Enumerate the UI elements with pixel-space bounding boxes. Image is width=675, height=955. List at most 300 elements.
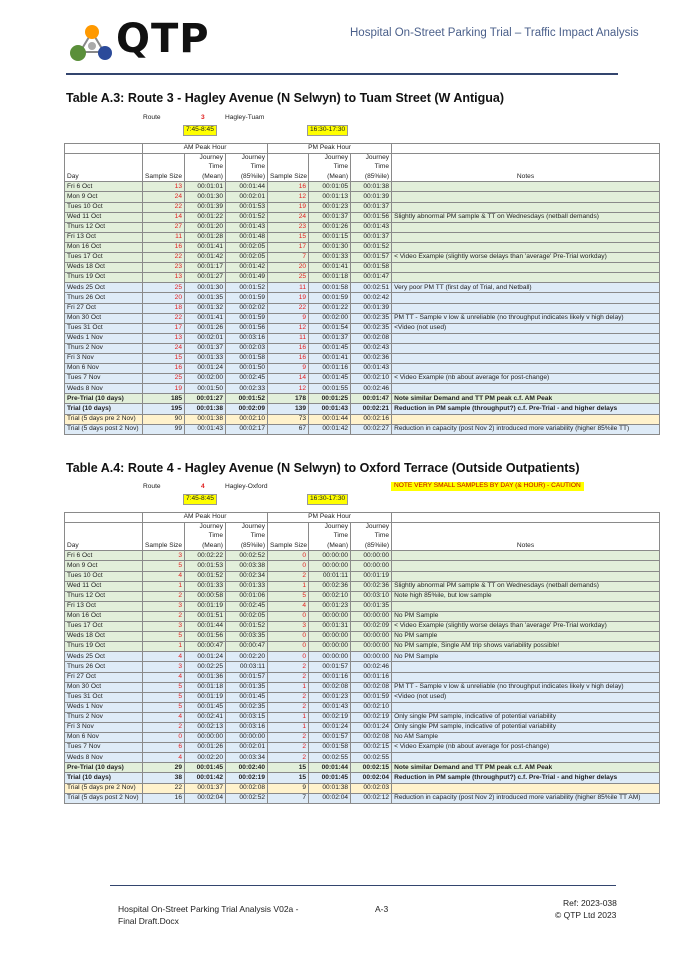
table-row [65, 773, 660, 783]
am-mean-cell: 00:02:25 [185, 662, 226, 672]
pm-mean-cell: 00:02:19 [309, 712, 351, 722]
am-sample-size-cell: 4 [143, 652, 185, 662]
pm-mean-cell: 00:01:44 [309, 763, 351, 773]
notes-cell: Reduction in capacity (post Nov 2) introduced more variability (higher 85%ile TT AM) [392, 793, 660, 803]
blank-cell [268, 523, 309, 533]
pm-85ile-cell: 00:01:58 [351, 263, 392, 273]
am-mean-cell: 00:01:41 [185, 313, 226, 323]
am-85ile-cell: 00:02:03 [226, 343, 268, 353]
am-85ile-cell: 00:02:20 [226, 652, 268, 662]
am-mean-cell: 00:01:19 [185, 692, 226, 702]
am-85ile-cell: 00:02:05 [226, 242, 268, 252]
pm-mean-cell: 00:01:18 [309, 273, 351, 283]
header-row [65, 523, 660, 533]
pm-mean-cell: 00:00:00 [309, 551, 351, 561]
notes-cell [392, 343, 660, 353]
table-row [65, 632, 660, 642]
pm-sample-size-cell: 2 [268, 743, 309, 753]
am-sample-size-cell: 25 [143, 283, 185, 293]
pm-85ile-cell: 00:02:19 [351, 712, 392, 722]
pm-mean-cell: 00:01:45 [309, 773, 351, 783]
am-85ile-cell: 00:01:45 [226, 692, 268, 702]
table-row [65, 793, 660, 803]
blank-cell [143, 163, 185, 172]
am-mean-cell: 00:01:50 [185, 384, 226, 394]
am-85ile-cell: 00:01:59 [226, 313, 268, 323]
notes-cell: Note similar Demand and TT PM peak c.f. AM Peak [392, 394, 660, 404]
am-85ile-cell: 00:01:48 [226, 232, 268, 242]
header-col-mean: (Mean) [309, 172, 351, 182]
pm-peak-header: PM Peak Hour [268, 144, 392, 154]
am-85ile-cell: 00:02:05 [226, 253, 268, 263]
pm-mean-cell: 00:01:45 [309, 374, 351, 384]
am-mean-cell: 00:01:42 [185, 773, 226, 783]
header-col-ss: Sample Size [143, 541, 185, 551]
table-row [65, 561, 660, 571]
caution-note: NOTE VERY SMALL SAMPLES BY DAY (& HOUR) - CAUTION [391, 482, 584, 491]
am-85ile-cell: 00:01:43 [226, 222, 268, 232]
pm-85ile-cell: 00:01:37 [351, 232, 392, 242]
day-cell: Fri 3 Nov [65, 722, 143, 732]
pm-mean-cell: 00:01:44 [309, 414, 351, 424]
table-row [65, 353, 660, 363]
pm-mean-cell: 00:00:00 [309, 611, 351, 621]
am-85ile-cell: 00:01:57 [226, 672, 268, 682]
am-85ile-cell: 00:01:59 [226, 293, 268, 303]
pm-sample-size-cell: 15 [268, 232, 309, 242]
day-cell: Pre-Trial (10 days) [65, 763, 143, 773]
blank-cell [65, 532, 143, 541]
pm-sample-size-cell: 67 [268, 424, 309, 434]
day-cell: Fri 27 Oct [65, 303, 143, 313]
am-85ile-cell: 00:01:52 [226, 283, 268, 293]
table-row [65, 571, 660, 581]
am-85ile-cell: 00:01:33 [226, 581, 268, 591]
pm-sample-size-cell: 1 [268, 581, 309, 591]
table-row [65, 733, 660, 743]
header-col-jt1: Journey [351, 523, 392, 533]
am-85ile-cell: 00:01:06 [226, 591, 268, 601]
route-label: Route [143, 483, 161, 490]
pm-mean-cell: 00:02:55 [309, 753, 351, 763]
pm-85ile-cell: 00:02:08 [351, 682, 392, 692]
pm-sample-size-cell: 11 [268, 333, 309, 343]
day-cell: Weds 18 Oct [65, 632, 143, 642]
day-cell: Thurs 26 Oct [65, 662, 143, 672]
header-col-ss: Sample Size [268, 172, 309, 182]
am-mean-cell: 00:02:01 [185, 333, 226, 343]
am-sample-size-cell: 2 [143, 722, 185, 732]
header-col-jt1: Journey [226, 154, 268, 164]
day-cell: Tues 31 Oct [65, 323, 143, 333]
pm-sample-size-cell: 0 [268, 551, 309, 561]
notes-cell [392, 273, 660, 283]
day-cell: Weds 8 Nov [65, 753, 143, 763]
blank-cell [143, 523, 185, 533]
am-85ile-cell: 00:01:53 [226, 202, 268, 212]
notes-cell: No AM Sample [392, 733, 660, 743]
am-mean-cell: 00:01:37 [185, 343, 226, 353]
pm-mean-cell: 00:01:43 [309, 404, 351, 414]
am-mean-cell: 00:00:58 [185, 591, 226, 601]
day-cell: Weds 1 Nov [65, 333, 143, 343]
am-sample-size-cell: 15 [143, 353, 185, 363]
am-85ile-cell: 00:01:52 [226, 212, 268, 222]
notes-cell [392, 571, 660, 581]
table-row [65, 753, 660, 763]
am-sample-size-cell: 0 [143, 733, 185, 743]
am-sample-size-cell: 4 [143, 712, 185, 722]
pm-mean-cell: 00:01:59 [309, 293, 351, 303]
header-row-peak [65, 144, 660, 154]
header-col-jt1: Journey [185, 523, 226, 533]
header-col-ss: Sample Size [143, 172, 185, 182]
header-col-jt1: Journey [309, 523, 351, 533]
notes-cell [392, 672, 660, 682]
table-row [65, 652, 660, 662]
route-name: Hagley-Oxford [225, 483, 268, 490]
am-sample-size-cell: 5 [143, 692, 185, 702]
pm-mean-cell: 00:02:08 [309, 682, 351, 692]
table-a3 [64, 143, 660, 435]
notes-cell: <Video (not used) [392, 323, 660, 333]
pm-85ile-cell: 00:02:35 [351, 323, 392, 333]
notes-cell: < Video Example (nb about average for post-change) [392, 374, 660, 384]
am-sample-size-cell: 195 [143, 404, 185, 414]
pm-mean-cell: 00:01:11 [309, 571, 351, 581]
pm-sample-size-cell: 9 [268, 783, 309, 793]
notes-cell [392, 561, 660, 571]
am-sample-size-cell: 22 [143, 313, 185, 323]
am-sample-size-cell: 19 [143, 384, 185, 394]
am-sample-size-cell: 90 [143, 414, 185, 424]
day-cell: Fri 3 Nov [65, 353, 143, 363]
route-number: 3 [201, 114, 205, 121]
am-sample-size-cell: 1 [143, 642, 185, 652]
pm-mean-cell: 00:01:30 [309, 242, 351, 252]
pm-sample-size-cell: 17 [268, 242, 309, 252]
day-cell: Tues 17 Oct [65, 253, 143, 263]
am-mean-cell: 00:01:27 [185, 394, 226, 404]
table-row [65, 313, 660, 323]
am-85ile-cell: 00:02:40 [226, 763, 268, 773]
header-row-peak [65, 513, 660, 523]
am-peak-header: AM Peak Hour [143, 144, 268, 154]
notes-cell: PM TT - Sample v low & unreliable (no throughput indicates likely v high delay) [392, 682, 660, 692]
pm-sample-size-cell: 15 [268, 773, 309, 783]
header-col-jt2: Time [185, 163, 226, 172]
table-row [65, 722, 660, 732]
header-col-day: Day [65, 541, 143, 551]
pm-mean-cell: 00:01:31 [309, 622, 351, 632]
pm-sample-size-cell: 0 [268, 611, 309, 621]
pm-85ile-cell: 00:01:24 [351, 722, 392, 732]
pm-mean-cell: 00:01:16 [309, 672, 351, 682]
table-row [65, 672, 660, 682]
table-row [65, 424, 660, 434]
am-sample-size-cell: 99 [143, 424, 185, 434]
table-row [65, 273, 660, 283]
pm-sample-size-cell: 73 [268, 414, 309, 424]
day-cell: Mon 16 Oct [65, 611, 143, 621]
am-sample-size-cell: 1 [143, 581, 185, 591]
table-row [65, 743, 660, 753]
pm-85ile-cell: 00:02:21 [351, 404, 392, 414]
am-sample-size-cell: 4 [143, 753, 185, 763]
pm-sample-size-cell: 9 [268, 364, 309, 374]
table-row [65, 414, 660, 424]
am-sample-size-cell: 2 [143, 591, 185, 601]
am-85ile-cell: 00:02:10 [226, 414, 268, 424]
pm-85ile-cell: 00:02:46 [351, 384, 392, 394]
am-mean-cell: 00:01:24 [185, 364, 226, 374]
pm-85ile-cell: 00:01:39 [351, 192, 392, 202]
pm-85ile-cell: 00:00:00 [351, 551, 392, 561]
pm-85ile-cell: 00:01:38 [351, 182, 392, 192]
day-cell: Tues 10 Oct [65, 571, 143, 581]
day-cell: Weds 1 Nov [65, 702, 143, 712]
day-cell: Fri 13 Oct [65, 601, 143, 611]
am-mean-cell: 00:01:51 [185, 611, 226, 621]
day-cell: Fri 6 Oct [65, 551, 143, 561]
am-mean-cell: 00:01:18 [185, 682, 226, 692]
am-85ile-cell: 00:02:34 [226, 571, 268, 581]
day-cell: Wed 11 Oct [65, 581, 143, 591]
pm-sample-size-cell: 22 [268, 303, 309, 313]
day-cell: Trial (5 days post 2 Nov) [65, 793, 143, 803]
am-mean-cell: 00:01:36 [185, 672, 226, 682]
pm-sample-size-cell: 0 [268, 632, 309, 642]
day-cell: Mon 16 Oct [65, 242, 143, 252]
pm-sample-size-cell: 1 [268, 682, 309, 692]
pm-mean-cell: 00:02:10 [309, 591, 351, 601]
am-mean-cell: 00:01:38 [185, 414, 226, 424]
notes-cell [392, 242, 660, 252]
am-mean-cell: 00:01:52 [185, 571, 226, 581]
pm-85ile-cell: 00:02:27 [351, 424, 392, 434]
day-cell: Trial (5 days post 2 Nov) [65, 424, 143, 434]
day-cell: Mon 6 Nov [65, 733, 143, 743]
header-col-notes: Notes [392, 172, 660, 182]
am-85ile-cell: 00:01:42 [226, 263, 268, 273]
am-mean-cell: 00:01:53 [185, 561, 226, 571]
table-row [65, 642, 660, 652]
table-row [65, 763, 660, 773]
am-mean-cell: 00:01:33 [185, 581, 226, 591]
pm-85ile-cell: 00:01:16 [351, 672, 392, 682]
am-mean-cell: 00:01:43 [185, 424, 226, 434]
am-85ile-cell: 00:01:58 [226, 353, 268, 363]
pm-85ile-cell: 00:01:35 [351, 601, 392, 611]
route-number: 4 [201, 483, 205, 490]
footer-doc-line1: Hospital On-Street Parking Trial Analysis V02a - [118, 904, 299, 914]
pm-85ile-cell: 00:02:03 [351, 783, 392, 793]
header-row [65, 532, 660, 541]
header-col-jt2: Time [309, 163, 351, 172]
day-cell: Mon 9 Oct [65, 192, 143, 202]
notes-cell [392, 222, 660, 232]
pm-peak-header: PM Peak Hour [268, 513, 392, 523]
am-mean-cell: 00:01:44 [185, 622, 226, 632]
table-row [65, 404, 660, 414]
table-row [65, 242, 660, 252]
day-cell: Mon 30 Oct [65, 313, 143, 323]
am-sample-size-cell: 23 [143, 263, 185, 273]
brand-name: QTP [116, 16, 210, 62]
header-col-85: (85%ile) [351, 541, 392, 551]
pm-sample-size-cell: 16 [268, 182, 309, 192]
am-mean-cell: 00:01:35 [185, 293, 226, 303]
pm-85ile-cell: 00:02:36 [351, 581, 392, 591]
day-cell: Thurs 2 Nov [65, 712, 143, 722]
pm-85ile-cell: 00:01:39 [351, 303, 392, 313]
pm-85ile-cell: 00:01:59 [351, 692, 392, 702]
am-mean-cell: 00:01:27 [185, 273, 226, 283]
day-cell: Tues 7 Nov [65, 374, 143, 384]
table-row [65, 384, 660, 394]
am-85ile-cell: 00:00:00 [226, 733, 268, 743]
pm-sample-size-cell: 139 [268, 404, 309, 414]
notes-cell: No PM sample, Single AM trip shows variability possible! [392, 642, 660, 652]
blank-cell [392, 154, 660, 164]
pm-85ile-cell: 00:02:36 [351, 353, 392, 363]
pm-sample-size-cell: 19 [268, 293, 309, 303]
pm-mean-cell: 00:01:58 [309, 743, 351, 753]
table-a3-title: Table A.3: Route 3 - Hagley Avenue (N Selwyn) to Tuam Street (W Antigua) [66, 91, 505, 105]
am-sample-size-cell: 24 [143, 343, 185, 353]
pm-sample-size-cell: 7 [268, 253, 309, 263]
am-85ile-cell: 00:02:09 [226, 404, 268, 414]
table-row [65, 192, 660, 202]
footer-doc-line2: Final Draft.Docx [118, 916, 179, 926]
pm-85ile-cell: 00:02:08 [351, 333, 392, 343]
pm-mean-cell: 00:02:00 [309, 313, 351, 323]
pm-85ile-cell: 00:00:00 [351, 642, 392, 652]
pm-85ile-cell: 00:01:37 [351, 202, 392, 212]
day-cell: Trial (10 days) [65, 773, 143, 783]
day-cell: Trial (10 days) [65, 404, 143, 414]
am-sample-size-cell: 18 [143, 303, 185, 313]
pm-85ile-cell: 00:00:00 [351, 652, 392, 662]
header-col-notes: Notes [392, 541, 660, 551]
notes-cell [392, 753, 660, 763]
blank-cell [268, 532, 309, 541]
pm-85ile-cell: 00:00:00 [351, 561, 392, 571]
am-sample-size-cell: 3 [143, 551, 185, 561]
pm-85ile-cell: 00:02:43 [351, 343, 392, 353]
header-row [65, 163, 660, 172]
day-cell: Trial (5 days pre 2 Nov) [65, 783, 143, 793]
pm-sample-size-cell: 2 [268, 571, 309, 581]
header-col-jt2: Time [351, 163, 392, 172]
pm-mean-cell: 00:01:37 [309, 212, 351, 222]
notes-cell [392, 293, 660, 303]
blank-cell [143, 154, 185, 164]
pm-mean-cell: 00:01:41 [309, 353, 351, 363]
blank-cell [65, 154, 143, 164]
notes-cell [392, 414, 660, 424]
am-85ile-cell: 00:01:50 [226, 364, 268, 374]
header-col-jt2: Time [226, 532, 268, 541]
pm-85ile-cell: 00:02:46 [351, 662, 392, 672]
am-85ile-cell: 00:02:45 [226, 601, 268, 611]
notes-cell [392, 601, 660, 611]
pm-sample-size-cell: 2 [268, 692, 309, 702]
notes-cell: No PM Sample [392, 652, 660, 662]
day-cell: Fri 13 Oct [65, 232, 143, 242]
notes-cell: Reduction in PM sample (throughput?) c.f. Pre-Trial - and higher delays [392, 773, 660, 783]
am-mean-cell: 00:01:38 [185, 404, 226, 414]
pm-85ile-cell: 00:02:42 [351, 293, 392, 303]
pm-85ile-cell: 00:02:15 [351, 763, 392, 773]
notes-cell [392, 263, 660, 273]
pm-mean-cell: 00:01:57 [309, 733, 351, 743]
pm-mean-cell: 00:01:22 [309, 303, 351, 313]
pm-sample-size-cell: 9 [268, 313, 309, 323]
route-label: Route [143, 114, 161, 121]
pm-85ile-cell: 00:01:47 [351, 394, 392, 404]
notes-cell: Reduction in PM sample (throughput?) c.f. Pre-Trial - and higher delays [392, 404, 660, 414]
pm-mean-cell: 00:00:00 [309, 632, 351, 642]
notes-cell [392, 182, 660, 192]
am-sample-size-cell: 3 [143, 662, 185, 672]
day-cell: Thurs 19 Oct [65, 273, 143, 283]
day-cell: Thurs 19 Oct [65, 642, 143, 652]
pm-85ile-cell: 00:02:10 [351, 374, 392, 384]
am-85ile-cell: 00:02:52 [226, 793, 268, 803]
table-row [65, 343, 660, 353]
pm-85ile-cell: 00:01:52 [351, 242, 392, 252]
pm-sample-size-cell: 2 [268, 753, 309, 763]
pm-sample-size-cell: 12 [268, 323, 309, 333]
am-85ile-cell: 00:01:52 [226, 394, 268, 404]
table-row [65, 682, 660, 692]
notes-cell [392, 384, 660, 394]
am-mean-cell: 00:02:13 [185, 722, 226, 732]
am-sample-size-cell: 16 [143, 242, 185, 252]
pm-mean-cell: 00:01:23 [309, 202, 351, 212]
header-col-jt2: Time [185, 532, 226, 541]
pm-sample-size-cell: 16 [268, 353, 309, 363]
am-85ile-cell: 00:02:45 [226, 374, 268, 384]
pm-sample-size-cell: 2 [268, 702, 309, 712]
table-row [65, 333, 660, 343]
am-mean-cell: 00:01:37 [185, 783, 226, 793]
blank-cell [65, 163, 143, 172]
table-a4 [64, 512, 660, 804]
header-col-jt1: Journey [185, 154, 226, 164]
notes-cell [392, 364, 660, 374]
am-sample-size-cell: 22 [143, 253, 185, 263]
pm-mean-cell: 00:02:04 [309, 793, 351, 803]
am-mean-cell: 00:02:00 [185, 374, 226, 384]
am-sample-size-cell: 22 [143, 783, 185, 793]
am-mean-cell: 00:02:20 [185, 753, 226, 763]
day-cell: Thurs 12 Oct [65, 222, 143, 232]
table-a4-body [65, 513, 660, 804]
am-mean-cell: 00:01:45 [185, 702, 226, 712]
am-sample-size-cell: 17 [143, 323, 185, 333]
pm-sample-size-cell: 15 [268, 763, 309, 773]
blank-cell [65, 144, 143, 154]
header-col-mean: (Mean) [185, 172, 226, 182]
am-mean-cell: 00:02:41 [185, 712, 226, 722]
am-85ile-cell: 00:01:52 [226, 622, 268, 632]
table-row [65, 394, 660, 404]
pm-mean-cell: 00:01:55 [309, 384, 351, 394]
pm-mean-cell: 00:01:26 [309, 222, 351, 232]
am-sample-size-cell: 13 [143, 182, 185, 192]
